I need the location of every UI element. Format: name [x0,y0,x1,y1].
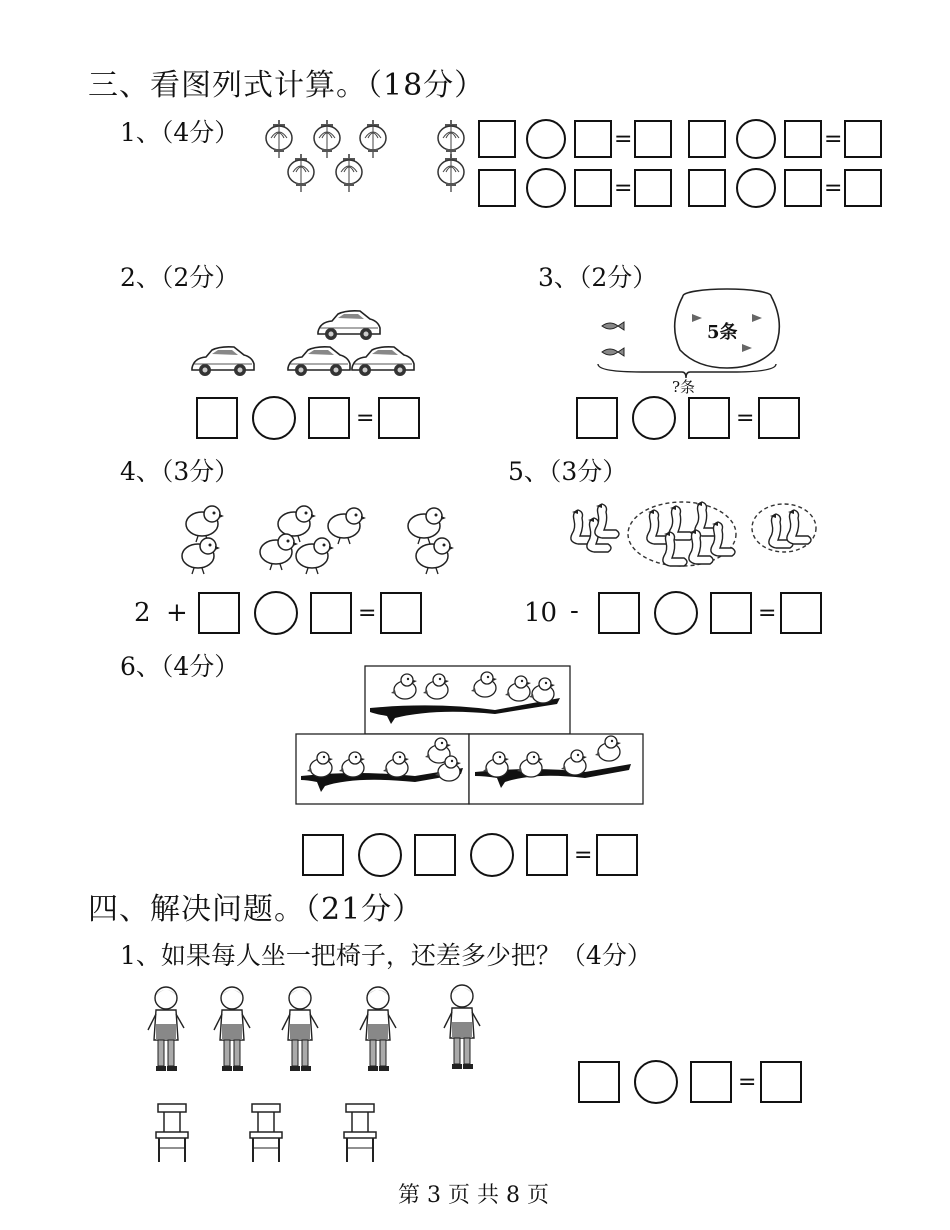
operator-circle[interactable] [736,168,776,208]
answer-box[interactable] [760,1061,802,1103]
equals-sign: = [736,406,755,431]
child-icon [444,985,480,1069]
child-icon [148,987,184,1071]
answer-box[interactable] [690,1061,732,1103]
chair-icon [344,1104,376,1162]
answer-box[interactable] [414,834,456,876]
answer-box[interactable] [574,169,612,207]
lantern-icon [288,154,314,192]
car-icon [352,347,414,376]
car-icon [288,347,350,376]
answer-box[interactable] [380,592,422,634]
answer-box[interactable] [576,397,618,439]
answer-box[interactable] [758,397,800,439]
fishbowl-count-label: 5条 [707,322,738,343]
answer-box[interactable] [310,592,352,634]
operator-circle[interactable] [252,396,296,440]
q1-label: 1、（4分） [120,118,240,147]
equals-sign: = [614,127,633,152]
q3-label: 3、（2分） [538,263,658,292]
answer-box[interactable] [526,834,568,876]
answer-box[interactable] [196,397,238,439]
lanterns-illustration [265,118,485,198]
answer-box[interactable] [308,397,350,439]
q5-label: 5、（3分） [508,457,628,486]
operator-circle[interactable] [634,1060,678,1104]
lantern-icon [438,154,464,192]
children-illustration [140,982,490,1074]
answer-box[interactable] [844,169,882,207]
lantern-icon [314,120,340,158]
equals-sign: = [738,1070,757,1095]
equals-sign: = [824,176,843,201]
answer-box[interactable] [578,1061,620,1103]
lantern-icon [266,120,292,158]
answer-box[interactable] [634,169,672,207]
car-icon [192,347,254,376]
answer-box[interactable] [688,120,726,158]
equals-sign: = [356,406,375,431]
chick-icon [186,506,224,542]
s4-q1-text: 1、如果每人坐一把椅子，还差多少把？（4分） [120,941,652,970]
q4-prefix-number: 2 [134,598,151,628]
goose-icon [595,504,619,538]
section4-title: 四、解决问题。（21分） [88,892,424,927]
answer-box[interactable] [302,834,344,876]
operator-circle[interactable] [654,591,698,635]
geese-illustration [558,494,828,574]
q4-label: 4、（3分） [120,457,240,486]
child-icon [360,987,396,1071]
chick-icon [182,538,220,574]
answer-box[interactable] [478,120,516,158]
q6-label: 6、（4分） [120,652,240,681]
answer-box[interactable] [784,120,822,158]
equals-sign: = [614,176,633,201]
lantern-icon [438,120,464,158]
chick-icon [416,538,454,574]
child-icon [214,987,250,1071]
equals-sign: = [358,601,377,626]
child-icon [282,987,318,1071]
car-icon [318,311,380,340]
birds-on-branch-illustration [295,664,645,806]
equals-sign: = [758,601,777,626]
answer-box[interactable] [198,592,240,634]
operator-circle[interactable] [736,119,776,159]
section3-title: 三、看图列式计算。（18分） [88,68,486,103]
goose-icon [711,522,735,556]
lantern-icon [360,120,386,158]
chick-icon [328,508,366,544]
answer-box[interactable] [844,120,882,158]
lantern-icon [336,154,362,192]
chicks-illustration [170,500,460,580]
answer-box[interactable] [780,592,822,634]
chick-icon [260,534,298,570]
answer-box[interactable] [598,592,640,634]
operator-circle[interactable] [470,833,514,877]
operator-circle[interactable] [254,591,298,635]
q5-prefix-number: 10 [524,598,558,628]
operator-circle[interactable] [632,396,676,440]
operator-circle[interactable] [526,119,566,159]
q4-prefix-operator: + [166,598,188,628]
equals-sign: = [574,843,593,868]
answer-box[interactable] [634,120,672,158]
answer-box[interactable] [784,169,822,207]
operator-circle[interactable] [526,168,566,208]
chair-icon [156,1104,188,1162]
fish-total-question: ?条 [672,378,696,396]
operator-circle[interactable] [358,833,402,877]
answer-box[interactable] [574,120,612,158]
chair-icon [250,1104,282,1162]
answer-box[interactable] [378,397,420,439]
answer-box[interactable] [596,834,638,876]
goose-icon [787,510,811,544]
page-footer: 第 3 页 共 8 页 [398,1183,549,1208]
equals-sign: = [824,127,843,152]
answer-box[interactable] [688,397,730,439]
answer-box[interactable] [688,169,726,207]
chairs-illustration [152,1100,392,1164]
q2-label: 2、（2分） [120,263,240,292]
q5-prefix-operator: - [570,596,579,626]
answer-box[interactable] [710,592,752,634]
answer-box[interactable] [478,169,516,207]
chick-icon [296,538,334,574]
cars-illustration [186,302,426,382]
